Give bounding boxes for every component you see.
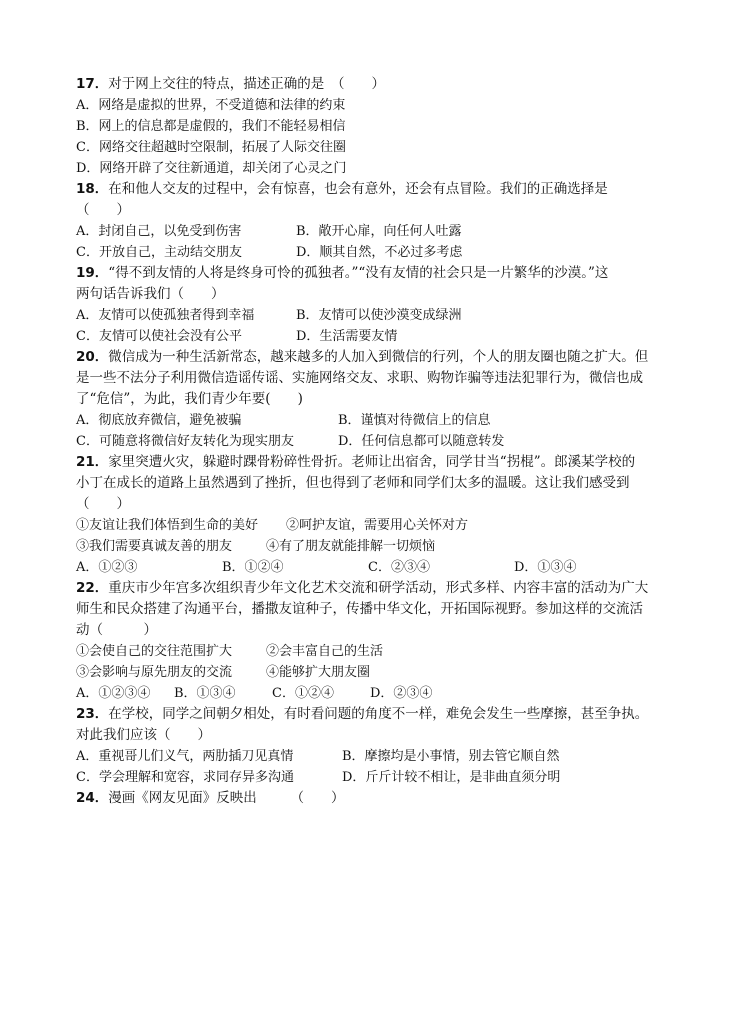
- question-18-option-d: D．顺其自然，不必过多考虑: [296, 245, 463, 260]
- question-number: 18．: [76, 181, 109, 197]
- question-24: [76, 788, 676, 809]
- question-19: [76, 263, 676, 347]
- question-18-option-c: C．开放自己，主动结交朋友: [76, 245, 242, 260]
- question-22-stem-line-1: 22．重庆市少年宫多次组织青少年文化艺术交流和研学活动，形式多样、内容丰富的活动为广大: [76, 580, 649, 596]
- question-17-stem: 17．对于网上交往的特点，描述正确的是 （ ）: [76, 76, 386, 92]
- question-number: 19．: [76, 265, 109, 281]
- question-20-options-row-2: [76, 431, 676, 452]
- question-20-option-a: A．彻底放弃微信，避免被骗: [76, 413, 242, 428]
- question-23-option-d: D．斤斤计较不相让，是非曲直须分明: [342, 770, 561, 785]
- question-20-option-d: D．任何信息都可以随意转发: [338, 434, 505, 449]
- question-21-item-3: ③我们需要真诚友善的朋友: [76, 539, 233, 554]
- question-23-options-row-2: [76, 767, 676, 788]
- question-19-stem-line-1: 19．“得不到友情的人将是终身可怜的孤独者。”“没有友情的社会只是一片繁华的沙漠。”这: [76, 265, 609, 281]
- question-19-options-row-2: [76, 326, 676, 347]
- exam-page: [76, 74, 676, 809]
- question-18-option-a: A．封闭自己，以免受到伤害: [76, 224, 242, 239]
- question-18-stem-line-2: （ ）: [76, 202, 130, 218]
- question-20: [76, 347, 676, 452]
- question-number: 24．: [76, 790, 109, 806]
- question-number: 21．: [76, 454, 109, 470]
- question-23-option-c: C．学会理解和宽容，求同存异多沟通: [76, 770, 294, 785]
- question-17-option-c: C．网络交往超越时空限制，拓展了人际交往圈: [76, 140, 346, 155]
- question-21-option-c: C．②③④: [368, 560, 430, 575]
- question-number: 20．: [76, 349, 109, 365]
- question-23: [76, 704, 676, 788]
- question-21-option-b: B．①②④: [222, 560, 284, 575]
- question-22: [76, 578, 676, 704]
- question-23-options-row-1: [76, 746, 676, 767]
- question-20-stem-line-2: 是一些不法分子利用微信造谣传谣、实施网络交友、求职、购物诈骗等违法犯罪行为，微信也成: [76, 370, 643, 386]
- question-22-options-row: [76, 683, 676, 704]
- question-17-option-a: A．网络是虚拟的世界，不受道德和法律的约束: [76, 98, 346, 113]
- question-21-item-1: ①友谊让我们体悟到生命的美好: [76, 518, 259, 533]
- question-19-option-b: B．友情可以使沙漠变成绿洲: [296, 308, 462, 323]
- question-18-stem-line-1: 18．在和他人交友的过程中，会有惊喜，也会有意外，还会有点冒险。我们的正确选择是: [76, 181, 608, 197]
- question-21-option-d: D．①③④: [514, 560, 577, 575]
- question-18-options-row-2: [76, 242, 676, 263]
- question-23-stem-line-2: 对此我们应该（ ）: [76, 727, 211, 743]
- question-19-option-d: D．生活需要友情: [296, 329, 398, 344]
- question-18: [76, 179, 676, 263]
- question-21-items-row-2: [76, 536, 676, 557]
- question-17-option-d: D．网络开辟了交往新通道，却关闭了心灵之门: [76, 161, 347, 176]
- question-22-item-4: ④能够扩大朋友圈: [266, 665, 371, 680]
- question-22-option-b: B．①③④: [174, 686, 236, 701]
- question-number: 17．: [76, 76, 109, 92]
- question-20-options-row-1: [76, 410, 676, 431]
- question-number: 23．: [76, 706, 109, 722]
- question-19-stem-line-2: 两句话告诉我们（ ）: [76, 286, 225, 302]
- question-17-option-b: B．网上的信息都是虚假的，我们不能轻易相信: [76, 119, 346, 134]
- question-21: [76, 452, 676, 578]
- question-22-item-1: ①会使自己的交往范围扩大: [76, 644, 233, 659]
- question-23-option-b: B．摩擦均是小事情，别去管它顺自然: [342, 749, 560, 764]
- question-22-option-c: C．①②④: [272, 686, 334, 701]
- question-24-stem: 24．漫画《网友见面》反映出 （ ）: [76, 790, 345, 806]
- question-21-stem-line-2: 小丁在成长的道路上虽然遇到了挫折，但也得到了老师和同学们太多的温暖。这让我们感受到: [76, 475, 630, 491]
- question-21-stem-line-1: 21．家里突遭火灾，躲避时踝骨粉碎性骨折。老师让出宿舍，同学甘当“拐棍”。郎溪某学校的: [76, 454, 636, 470]
- question-21-stem-line-3: （ ）: [76, 496, 130, 512]
- question-19-option-a: A．友情可以使孤独者得到幸福: [76, 308, 255, 323]
- question-20-stem-line-3: 了“危信”，为此，我们青少年要( ): [76, 391, 303, 407]
- question-22-item-3: ③会影响与原先朋友的交流: [76, 665, 233, 680]
- question-22-option-d: D．②③④: [370, 686, 433, 701]
- question-21-item-4: ④有了朋友就能排解一切烦恼: [266, 539, 436, 554]
- question-22-item-2: ②会丰富自己的生活: [266, 644, 384, 659]
- question-19-option-c: C．友情可以使社会没有公平: [76, 329, 242, 344]
- question-number: 22．: [76, 580, 109, 596]
- question-22-items-row-1: [76, 641, 676, 662]
- question-19-options-row-1: [76, 305, 676, 326]
- question-20-option-c: C．可随意将微信好友转化为现实朋友: [76, 434, 294, 449]
- question-17: [76, 74, 676, 179]
- question-23-stem-line-1: 23．在学校，同学之间朝夕相处，有时看问题的角度不一样，难免会发生一些摩擦，甚至争执。: [76, 706, 649, 722]
- question-22-stem-line-2: 师生和民众搭建了沟通平台，播撒友谊种子，传播中华文化，开拓国际视野。参加这样的交流活: [76, 601, 643, 617]
- question-20-stem-line-1: 20．微信成为一种生活新常态，越来越多的人加入到微信的行列，个人的朋友圈也随之扩大。但: [76, 349, 649, 365]
- question-21-options-row: [76, 557, 676, 578]
- question-22-option-a: A．①②③④: [76, 686, 151, 701]
- question-21-items-row-1: [76, 515, 676, 536]
- question-18-option-b: B．敞开心扉，向任何人吐露: [296, 224, 462, 239]
- question-22-items-row-2: [76, 662, 676, 683]
- question-22-stem-line-3: 动（ ）: [76, 622, 157, 638]
- question-21-item-2: ②呵护友谊，需要用心关怀对方: [286, 518, 469, 533]
- question-20-option-b: B．谨慎对待微信上的信息: [338, 413, 491, 428]
- question-18-options-row-1: [76, 221, 676, 242]
- question-21-option-a: A．①②③: [76, 560, 138, 575]
- question-23-option-a: A．重视哥儿们义气，两肋插刀见真情: [76, 749, 294, 764]
